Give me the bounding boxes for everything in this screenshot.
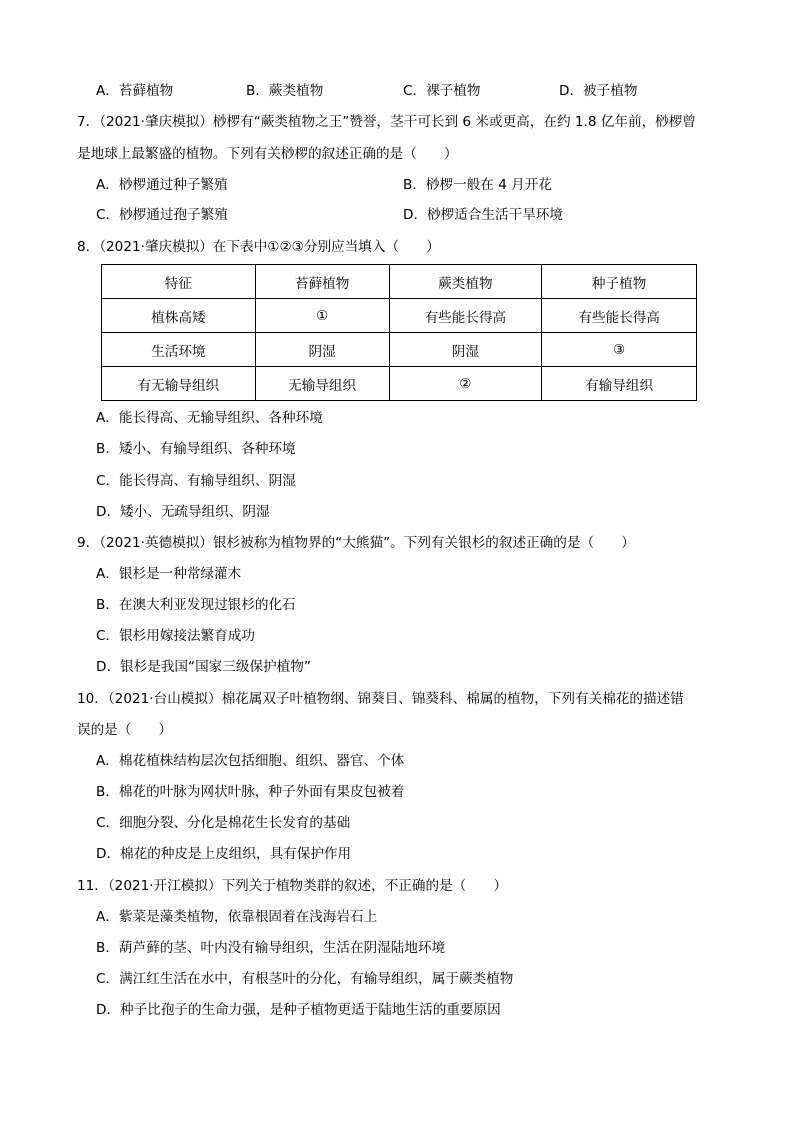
q9-stem: 9．（2021·英德模拟）银杉被称为植物界的“大熊猫”。下列有关银杉的叙述正确的是（ ） [77, 535, 635, 551]
q7-option-c: C．桫椤通过孢子繁殖 [96, 207, 228, 223]
table-cell: 植株高矮 [102, 299, 256, 333]
q6-option-a: A．苔藓植物 [96, 83, 174, 99]
table-row [102, 367, 697, 401]
q9-option-a: A．银杉是一种常绿灌木 [96, 566, 242, 582]
q9-option-d: D．银杉是我国“国家三级保护植物” [96, 659, 311, 675]
q7-option-d: D．桫椤适合生活干旱环境 [403, 207, 563, 223]
q7-option-b: B．桫椤一般在 4 月开花 [403, 177, 552, 193]
table-cell: 有些能长得高 [542, 299, 697, 333]
q7-stem-line1: 7．（2021·肇庆模拟）桫椤有“蕨类植物之王”赞誉，茎干可长到 6 米或更高，在约 1.8 亿年前，桫椤曾 [77, 114, 696, 130]
q11-option-a: A．紫菜是藻类植物，依靠根固着在浅海岩石上 [96, 909, 378, 925]
table-cell: ② [389, 367, 542, 401]
q8-option-d: D．矮小、无疏导组织、阴湿 [96, 504, 270, 520]
q9-option-c: C．银杉用嫁接法繁育成功 [96, 628, 256, 644]
q11-option-c: C．满江红生活在水中，有根茎叶的分化，有输导组织，属于蕨类植物 [96, 971, 514, 987]
q10-option-d: D．棉花的种皮是上皮组织，具有保护作用 [96, 846, 352, 862]
q9-option-b: B．在澳大利亚发现过银杉的化石 [96, 597, 296, 613]
table-cell: 特征 [102, 265, 256, 299]
q6-option-d: D．被子植物 [559, 83, 638, 99]
q7-stem-line2: 是地球上最繁盛的植物。下列有关桫椤的叙述正确的是（ ） [77, 146, 458, 162]
q11-option-b: B．葫芦藓的茎、叶内没有输导组织，生活在阴湿陆地环境 [96, 940, 446, 956]
q6-option-c: C．裸子植物 [403, 83, 481, 99]
table-cell: 蕨类植物 [389, 265, 542, 299]
table-cell: 有些能长得高 [389, 299, 542, 333]
q11-option-d: D．种子比孢子的生命力强，是种子植物更适于陆地生活的重要原因 [96, 1002, 501, 1018]
table-cell: 种子植物 [542, 265, 697, 299]
table-cell: 苔藓植物 [255, 265, 389, 299]
q11-stem: 11．（2021·开江模拟）下列关于植物类群的叙述，不正确的是（ ） [77, 878, 508, 894]
table-row [102, 299, 697, 333]
q8-option-c: C．能长得高、有输导组织、阴湿 [96, 473, 296, 489]
table-cell: 无输导组织 [255, 367, 389, 401]
q10-stem-line2: 误的是（ ） [77, 722, 173, 738]
q8-table [101, 264, 697, 401]
table-cell: 阴湿 [255, 333, 389, 367]
table-cell: 有输导组织 [542, 367, 697, 401]
q6-option-b: B．蕨类植物 [246, 83, 324, 99]
table-cell: ① [255, 299, 389, 333]
q8-option-a: A．能长得高、无输导组织、各种环境 [96, 410, 323, 426]
table-row [102, 333, 697, 367]
q8-option-b: B．矮小、有输导组织、各种环境 [96, 441, 296, 457]
q10-option-a: A．棉花植株结构层次包括细胞、组织、器官、个体 [96, 753, 405, 769]
table-cell: 阴湿 [389, 333, 542, 367]
table-cell: 有无输导组织 [102, 367, 256, 401]
table-cell: 生活环境 [102, 333, 256, 367]
table-row [102, 265, 697, 299]
table-cell: ③ [542, 333, 697, 367]
q8-stem: 8．（2021·肇庆模拟）在下表中①②③分别应当填入（ ） [77, 239, 440, 255]
q10-option-c: C．细胞分裂、分化是棉花生长发育的基础 [96, 815, 351, 831]
q10-stem-line1: 10．（2021·台山模拟）棉花属双子叶植物纲、锦葵目、锦葵科、棉属的植物，下列有关棉花的描述错 [77, 691, 684, 707]
q7-option-a: A．桫椤通过种子繁殖 [96, 177, 228, 193]
q10-option-b: B．棉花的叶脉为网状叶脉，种子外面有果皮包被着 [96, 784, 405, 800]
